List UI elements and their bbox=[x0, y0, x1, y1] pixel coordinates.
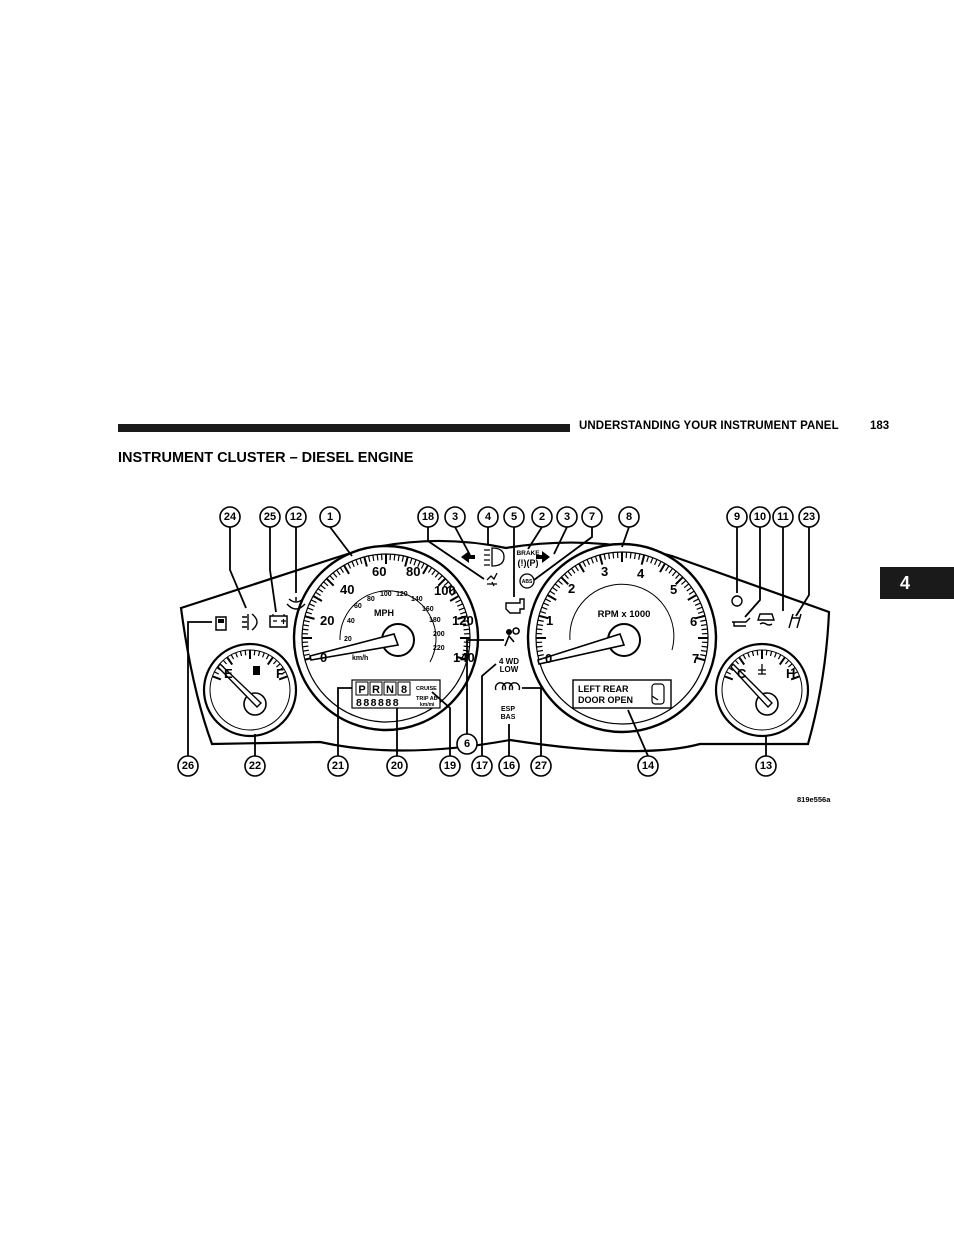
mph-label-120: 120 bbox=[452, 613, 474, 628]
svg-text:21: 21 bbox=[331, 760, 345, 772]
dial-tick bbox=[630, 552, 631, 558]
kmh-label-80: 80 bbox=[367, 596, 375, 603]
callout-19 bbox=[440, 756, 460, 776]
kmh-label-140: 140 bbox=[411, 596, 423, 603]
callout-20 bbox=[387, 756, 407, 776]
bas-indicator: BAS bbox=[500, 714, 516, 721]
mph-label-20: 20 bbox=[320, 613, 335, 628]
callout-18 bbox=[418, 507, 438, 527]
temp-hot-label: H bbox=[786, 666, 796, 681]
airbag-icon bbox=[506, 629, 512, 635]
kmh-label-20: 20 bbox=[344, 636, 352, 643]
svg-text:24: 24 bbox=[223, 511, 237, 523]
svg-text:19: 19 bbox=[443, 760, 457, 772]
brake-indicator: BRAKE bbox=[516, 550, 540, 557]
dial-tick bbox=[613, 552, 614, 558]
mph-label-0: 0 bbox=[320, 650, 328, 665]
traction-control-icon bbox=[758, 614, 774, 625]
callout-11 bbox=[773, 507, 793, 527]
callout-4 bbox=[478, 507, 498, 527]
callouts-bottom bbox=[178, 756, 776, 776]
mph-label-80: 80 bbox=[406, 564, 421, 579]
svg-text:23: 23 bbox=[802, 511, 816, 523]
dial-tick bbox=[394, 554, 395, 560]
svg-text:3: 3 bbox=[563, 511, 571, 523]
park-brake-indicator: (!)(P) bbox=[517, 558, 539, 568]
svg-text:8: 8 bbox=[625, 511, 633, 523]
callout-9 bbox=[727, 507, 747, 527]
mph-unit-label: MPH bbox=[374, 608, 394, 618]
section-title: INSTRUMENT CLUSTER – DIESEL ENGINE bbox=[118, 450, 414, 466]
svg-text:14: 14 bbox=[641, 760, 655, 772]
odometer-digits: 888888 bbox=[356, 697, 401, 709]
mph-label-100: 100 bbox=[434, 583, 456, 598]
callout-14 bbox=[638, 756, 658, 776]
rpm-label-0: 0 bbox=[545, 651, 553, 666]
dial-tick bbox=[536, 629, 542, 630]
dial-tick bbox=[245, 650, 246, 655]
page-number: 183 bbox=[870, 420, 890, 432]
kmh-label-100: 100 bbox=[380, 591, 392, 598]
fuel-full-label: F bbox=[276, 666, 284, 681]
svg-text:18: 18 bbox=[421, 511, 435, 523]
callout-7 bbox=[582, 507, 602, 527]
glow-plug-icon bbox=[496, 683, 520, 690]
dial-tick bbox=[254, 650, 255, 655]
svg-text:26: 26 bbox=[181, 760, 195, 772]
dial-tick bbox=[536, 646, 542, 647]
callout-21 bbox=[328, 756, 348, 776]
svg-text:9: 9 bbox=[733, 511, 741, 523]
svg-text:12: 12 bbox=[289, 511, 303, 523]
warning-lamp-icon bbox=[732, 596, 742, 606]
svg-text:11: 11 bbox=[777, 511, 789, 523]
dial-tick bbox=[377, 554, 378, 560]
fuel-empty-label: E bbox=[224, 666, 233, 681]
callout-24 bbox=[220, 507, 240, 527]
svg-text:27: 27 bbox=[534, 760, 548, 772]
temp-cold-label: C bbox=[737, 666, 747, 681]
kmh-label-200: 200 bbox=[433, 631, 445, 638]
cruise-indicator: CRUISE bbox=[416, 686, 437, 692]
mph-label-60: 60 bbox=[372, 564, 387, 579]
callouts-top bbox=[220, 507, 819, 527]
rpm-label-5: 5 bbox=[670, 582, 678, 597]
callout-22 bbox=[245, 756, 265, 776]
temperature-gauge bbox=[716, 644, 808, 736]
callout-3-right bbox=[557, 507, 577, 527]
dial-tick bbox=[702, 646, 708, 647]
mph-label-140: 140 bbox=[453, 650, 475, 665]
kmh-label-180: 180 bbox=[429, 617, 441, 624]
dial-tick bbox=[302, 646, 308, 647]
tachometer-gauge bbox=[528, 544, 716, 732]
high-beam-icon bbox=[484, 548, 504, 566]
dial-tick bbox=[702, 629, 708, 630]
dial-tick bbox=[464, 629, 470, 630]
speedometer-gauge bbox=[294, 546, 478, 730]
four-wd-indicator: 4 WD bbox=[499, 657, 519, 666]
kmh-label-120: 120 bbox=[396, 591, 408, 598]
rpm-unit-label: RPM x 1000 bbox=[597, 609, 651, 620]
svg-text:2: 2 bbox=[538, 511, 546, 523]
fog-lamp-icon bbox=[242, 614, 257, 630]
callout-1 bbox=[320, 507, 340, 527]
fuel-pump-icon bbox=[253, 666, 260, 675]
svg-text:1: 1 bbox=[326, 511, 334, 523]
callout-25 bbox=[260, 507, 280, 527]
message-line-2: DOOR OPEN bbox=[578, 695, 634, 705]
svg-text:7: 7 bbox=[588, 511, 596, 523]
callout-6 bbox=[457, 734, 477, 754]
rpm-label-6: 6 bbox=[690, 614, 698, 629]
callout-26 bbox=[178, 756, 198, 776]
callout-23 bbox=[799, 507, 819, 527]
gear-d: 8 bbox=[400, 684, 408, 696]
trip-indicator: TRIP AB bbox=[416, 696, 438, 702]
svg-text:6: 6 bbox=[463, 738, 471, 750]
svg-text:25: 25 bbox=[263, 511, 277, 523]
chapter-tab: 4 bbox=[880, 567, 954, 599]
rpm-label-4: 4 bbox=[637, 566, 645, 581]
callout-8 bbox=[619, 507, 639, 527]
svg-text:5: 5 bbox=[510, 511, 518, 523]
callout-27 bbox=[531, 756, 551, 776]
rpm-label-2: 2 bbox=[568, 581, 576, 596]
message-line-1: LEFT REAR bbox=[578, 684, 629, 694]
kmh-label-220: 220 bbox=[433, 645, 445, 652]
gear-r: R bbox=[372, 684, 380, 696]
door-open-icon bbox=[652, 684, 664, 704]
four-wd-low-indicator: LOW bbox=[499, 665, 519, 674]
callout-10 bbox=[750, 507, 770, 527]
callout-2 bbox=[532, 507, 552, 527]
rpm-label-7: 7 bbox=[692, 651, 700, 666]
abs-indicator: ABS bbox=[521, 579, 533, 585]
svg-text:16: 16 bbox=[502, 760, 516, 772]
running-head: UNDERSTANDING YOUR INSTRUMENT PANEL bbox=[579, 420, 839, 432]
gear-p: P bbox=[358, 684, 366, 696]
road-icon bbox=[789, 614, 801, 628]
esp-indicator: ESP bbox=[500, 706, 516, 713]
kmh-label-160: 160 bbox=[422, 606, 434, 613]
svg-text:3: 3 bbox=[451, 511, 459, 523]
odometer-unit: km/mi bbox=[420, 702, 435, 708]
callout-3-left bbox=[445, 507, 465, 527]
rpm-label-3: 3 bbox=[601, 564, 609, 579]
dial-tick bbox=[302, 629, 308, 630]
dial-tick bbox=[766, 650, 767, 655]
dial-tick bbox=[757, 650, 758, 655]
callout-17 bbox=[472, 756, 492, 776]
svg-text:10: 10 bbox=[753, 511, 767, 523]
rpm-label-1: 1 bbox=[546, 613, 554, 628]
low-fuel-icon bbox=[216, 617, 226, 630]
mph-label-40: 40 bbox=[340, 582, 355, 597]
gear-n: N bbox=[386, 684, 394, 696]
callout-13 bbox=[756, 756, 776, 776]
figure-code: 819e556a bbox=[797, 795, 831, 804]
callout-5 bbox=[504, 507, 524, 527]
fuel-gauge bbox=[204, 644, 296, 736]
kmh-label-40: 40 bbox=[347, 618, 355, 625]
kmh-unit-label: km/h bbox=[352, 655, 369, 662]
callout-16 bbox=[499, 756, 519, 776]
svg-text:22: 22 bbox=[248, 760, 262, 772]
svg-text:17: 17 bbox=[475, 760, 489, 772]
kmh-label-60: 60 bbox=[354, 603, 362, 610]
svg-text:13: 13 bbox=[759, 760, 773, 772]
callout-12 bbox=[286, 507, 306, 527]
check-engine-icon bbox=[506, 599, 524, 613]
svg-text:20: 20 bbox=[390, 760, 404, 772]
svg-text:4: 4 bbox=[484, 511, 492, 523]
oil-pressure-icon bbox=[732, 618, 750, 626]
seatbelt-icon bbox=[487, 573, 497, 586]
